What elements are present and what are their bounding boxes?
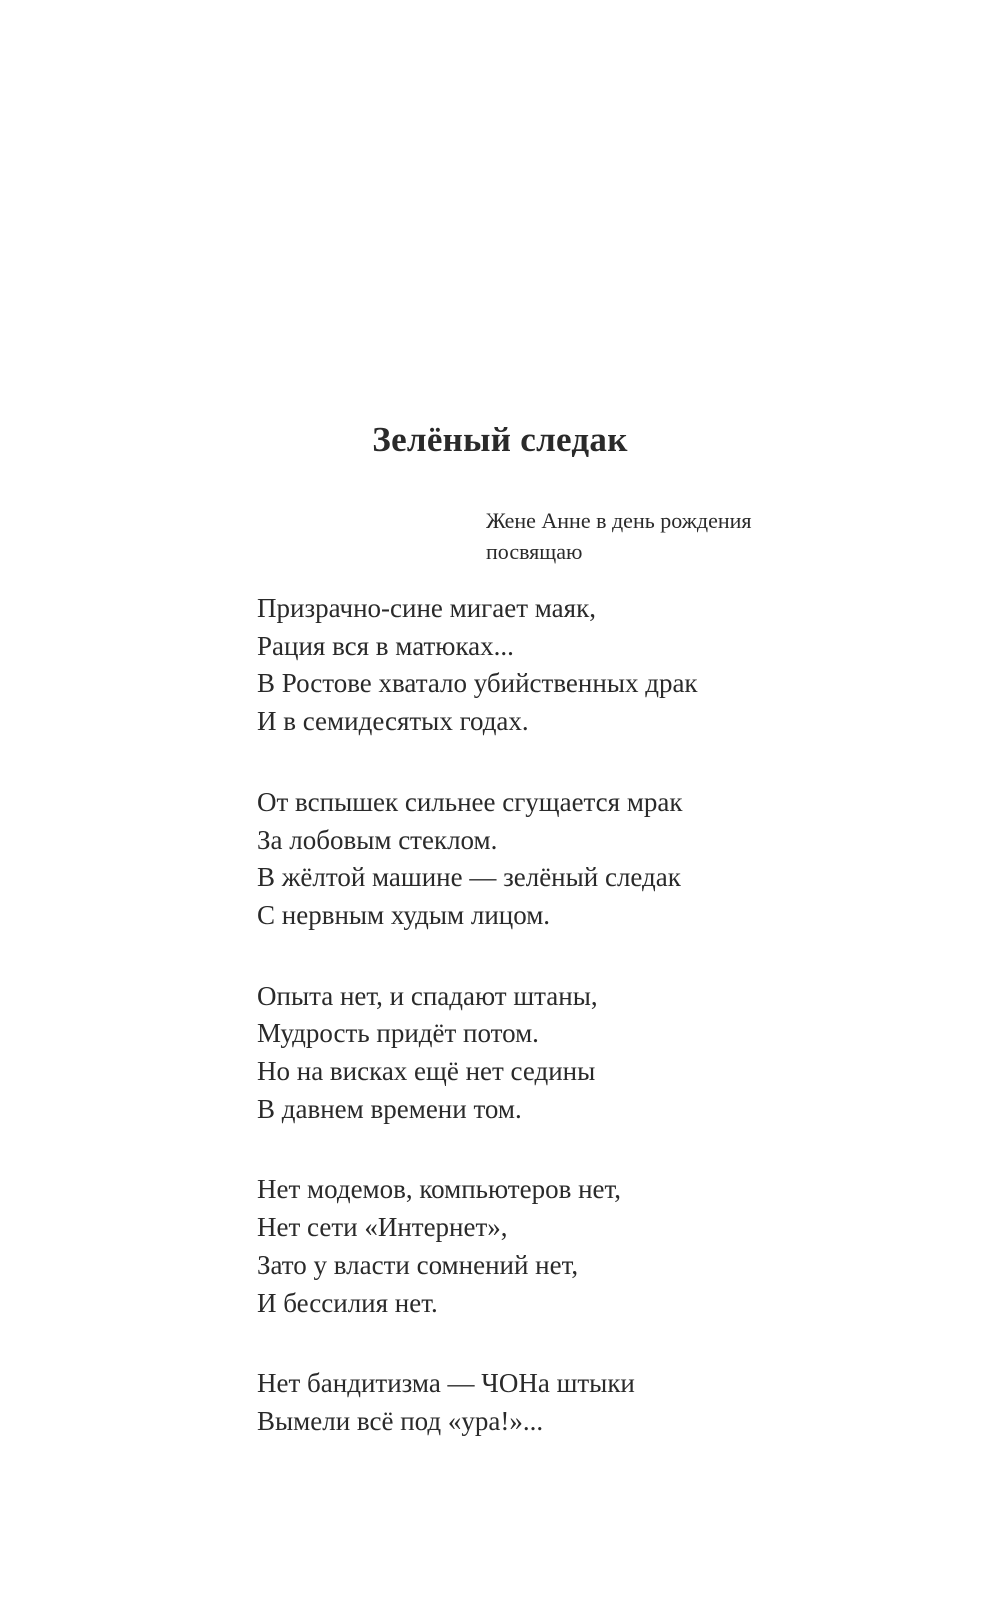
stanza — [257, 978, 957, 1129]
poem-body — [257, 590, 957, 1441]
poem-line: За лобовым стеклом. — [257, 824, 498, 855]
stanza — [257, 590, 957, 741]
stanza — [257, 784, 957, 935]
poem-line: Вымели всё под «ура!»... — [257, 1405, 544, 1436]
poem-line: В жёлтой машине — зелёный следак — [257, 862, 681, 893]
poem-line: Призрачно-сине мигает маяк, — [257, 593, 596, 623]
poem-line: Нет бандитизма — ЧОНа штыки — [257, 1368, 635, 1399]
poem-line: Нет модемов, компьютеров нет, — [257, 1174, 622, 1205]
poem-line: Нет сети «Интернет», — [257, 1212, 508, 1243]
poem-line: Мудрость придёт потом. — [257, 1018, 539, 1049]
dedication-line: Жене Анне в день рождения — [486, 508, 752, 533]
poem-line: В давнем времени том. — [257, 1093, 522, 1124]
poem-line: Но на висках ещё нет седины — [257, 1056, 596, 1087]
poem-line: И бессилия нет. — [257, 1287, 438, 1318]
poem-line: От вспышек сильнее сгущается мрак — [257, 786, 683, 817]
poem-line: Опыта нет, и спадают штаны, — [257, 980, 598, 1011]
dedication — [486, 505, 926, 567]
poem-line: В Ростове хватало убийственных драк — [257, 668, 698, 699]
poem-line: И в семидесятых годах. — [257, 706, 529, 737]
poem-line: С нервным худым лицом. — [257, 899, 551, 930]
poem-title: Зелёный следак — [372, 420, 628, 459]
stanza — [257, 1171, 957, 1322]
poem-line: Рация вся в матюках... — [257, 630, 514, 661]
poem-line: Зато у власти сомнений нет, — [257, 1249, 579, 1280]
stanza — [257, 1365, 957, 1440]
dedication-line: посвящаю — [486, 539, 583, 564]
